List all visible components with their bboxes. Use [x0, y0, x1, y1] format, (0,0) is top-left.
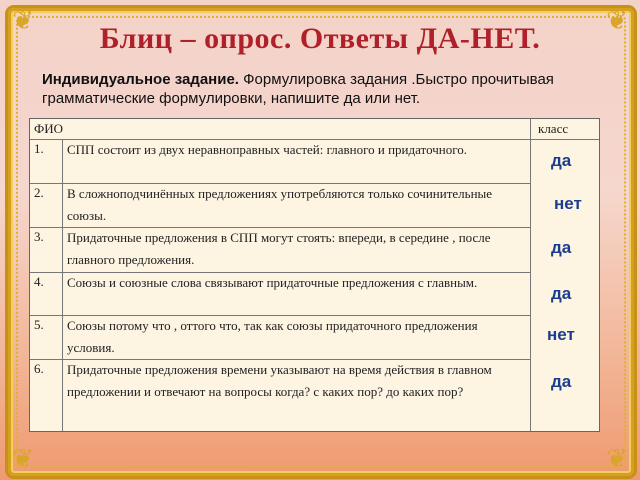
task-bold-label: Индивидуальное задание.	[42, 71, 239, 88]
answer: да	[551, 372, 572, 391]
answer: да	[551, 284, 572, 303]
slide-title: Блиц – опрос. Ответы ДА-НЕТ.	[99, 22, 541, 55]
class-label: класс	[538, 121, 569, 136]
task-description	[42, 70, 612, 108]
ornament-icon: ❦	[12, 6, 34, 35]
ornament-icon: ❦	[606, 6, 628, 35]
row-number: 6.	[34, 361, 44, 376]
row-text: СПП состоит из двух неравноправных частей: главного и придаточного.	[67, 142, 467, 157]
row-text: В сложноподчинённых предложениях употребляются только сочинительные союзы.	[67, 186, 493, 223]
row-number: 1.	[34, 141, 44, 156]
row-number: 2.	[34, 185, 44, 200]
row-divider	[530, 139, 599, 140]
quiz-table	[29, 118, 600, 432]
task-text: Формулировка задания .Быстро прочитывая грамматические формулировки, напишите да или нет.	[42, 71, 554, 107]
row-number: 3.	[34, 229, 44, 244]
ornament-icon: ❦	[606, 444, 628, 473]
answer: да	[551, 151, 572, 170]
row-number: 5.	[34, 317, 44, 332]
fio-label: ФИО	[34, 121, 64, 136]
ornament-icon: ❦	[12, 444, 34, 473]
column-divider	[530, 119, 531, 431]
answer: нет	[554, 194, 582, 213]
row-text: Союзы потому что , оттого что, так как союзы придаточного предложения условия.	[67, 318, 478, 355]
answer: нет	[547, 325, 575, 344]
row-text: Придаточные предложения в СПП могут стоять: впереди, в середине , после главного предложения.	[67, 230, 491, 267]
row-number: 4.	[34, 274, 44, 289]
row-text: Придаточные предложения времени указывают на время действия в главном предложении и отвечают на вопросы когда? с каких пор? до каких пор?	[67, 362, 492, 399]
row-text: Союзы и союзные слова связывают придаточные предложения с главным.	[67, 275, 478, 290]
answer: да	[551, 238, 572, 257]
